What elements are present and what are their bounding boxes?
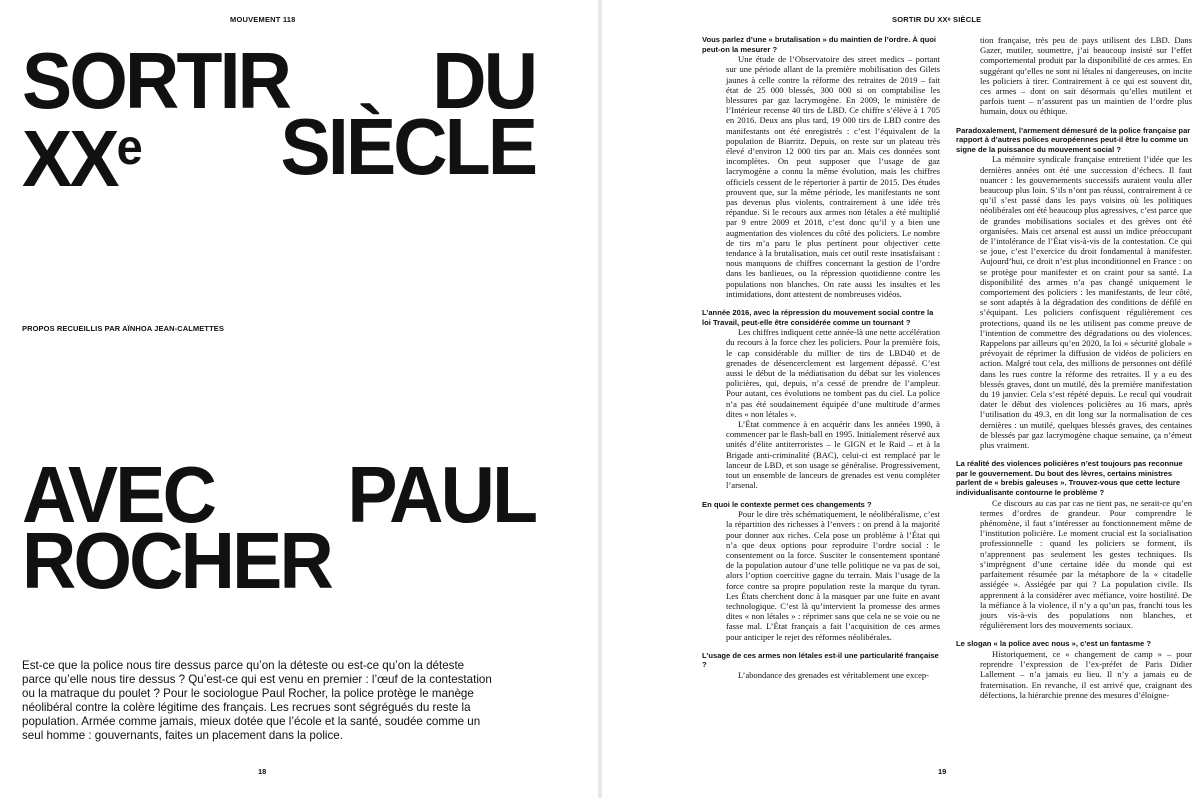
interview-question: Le slogan « la police avec nous », c’est un fantasme ? bbox=[956, 639, 1151, 649]
right-page bbox=[602, 0, 1200, 798]
headline-word: DU bbox=[432, 36, 536, 125]
interview-answer: Une étude de l’Observatoire des street medics – portant sur une période allant de la première mobilisation des Gilets jaunes à celle contre la réforme des retraites de 2019 – fait état de 25 000 blessés, 300 000 si on comptabilise les blessures par gaz lacrymogène. En 2009, le ministère de l’Intérieur recense 40 tirs de LBD. Ce chiffre s’élève à 1 705 en 2016. Deux ans plus tard, 19 000 tirs de LBD contre des manifestants ont été enregistrés : c’est l’équivalent de la population de Biarritz. Depuis, on reste sur un plateau très élevé d’environ 12 000 tirs par an. Mais ces données sont incomplètes. On peut supposer que l’usage de gaz lacrymogène a connu la même évolution, mais les chiffres officiels cessent de le répertorier à partir de 2015. Des études prouvent que, sur la même période, les manifestants ne sont pas devenus plus violents, contrairement à une idée très répandue. Si le recours aux armes non létales a été multiplié par 9 entre 2009 et 2018, c’est donc qu’il y a bien une augmentation des violences du côté des policiers. Le nombre de tirs m’a paru le plus pertinent pour objectiver cette tendance à la brutalisation, mais cet outil reste insatisfaisant : nous manquons de chiffres concernant la gestion de l’ordre dans les banlieues, ou la répression quotidienne contre les populations non blanches. On rate aussi les insultes et les intimidations, dont attestent de nombreuses vidéos. bbox=[726, 54, 940, 299]
headline-line-2 bbox=[22, 102, 536, 203]
interview-answer: La mémoire syndicale française entretient l’idée que les dernières années ont été une succession d’échecs. Il faut nuancer : les gouvernements successifs auraient voulu aller beaucoup plus loin. S’ils n’ont pas réussi, contrairement à ce qu’il s’est passé dans les pays voisins où les politiques néolibérales ont été beaucoup plus agressives, c’est parce que de grandes mobilisations sociales et des grèves ont été organisées. Mais cet arsenal est aussi un indice préoccupant de l’intolérance de l’État vis-à-vis de la contestation. Ce qui se joue, c’est l’exercice du droit fondamental à manifester. Aujourd’hui, ce droit n’est plus inconditionnel en France : on se protège pour manifester et on craint pour sa santé. La disponibilité des armes n’a pas changé uniquement le comportement des policiers : les manifestants, de leur côté, se sont adaptés à la dégradation des conditions de défilé en s’équipant. Les policiers confisquent régulièrement ces protections, quand ils ne les utilisent pas comme preuve de l’intention de commettre des dégradations ou des violences. Rappelons par ailleurs qu’en 2020, la loi « sécurité globale » prévoyait de réprimer la diffusion de vidéos de policiers en action. Malgré tout cela, des millions de personnes ont défilé dans les rues contre la réforme des retraites. Il y a eu des blessés graves, dont un mutilé, dès la première manifestation du 19 janvier. Cela s’est répété depuis. Le recul qui voudrait dater le début des violences policières au 16 mars, après l’utilisation du 49.3, en dit long sur la normalisation de ces dernières : un mutilé, quelques blessés graves, des centaines de blessés par gaz lacrymogène chaque semaine, ça n’émeut plus vraiment. bbox=[980, 154, 1192, 451]
interview-question: La réalité des violences policières n’est toujours pas reconnue par le gouvernement. Du bout des lèvres, certains ministres parlent de « brebis galeuses ». Trouvez-vous que cette lecture individualisante contourne le problème ? bbox=[956, 459, 1183, 498]
interview-question: L’usage de ces armes non létales est-il une particularité française ? bbox=[702, 650, 939, 670]
text-column-left bbox=[702, 35, 940, 680]
headline-word bbox=[22, 114, 141, 203]
headline-century: XX bbox=[22, 114, 117, 203]
interview-question: En quoi le contexte permet ces changements ? bbox=[702, 499, 872, 509]
interview-answer: Ce discours au cas par cas ne tient pas, ne serait-ce qu’en termes d’ordres de grandeur. Pour comprendre le phénomène, il faut s’intéresser au fonctionnement même de l’institution policière. Le moment crucial est la socialisation professionnelle : quand les policiers se forment, ils n’apprennent pas seulement les gestes techniques. Ils s’imprègnent d’une certaine idée du monde qui est parfaitement résumée par la métaphore de la « citadelle assiégée ». Assiégée par qui ? La population civile. Ils apprennent à la considérer avec méfiance, voire hostilité. De la méfiance à la violence, il n’y a qu’un pas, franchi tous les jours vis-à-vis des populations non blanches, et régulièrement lors des mouvements sociaux. bbox=[980, 497, 1192, 631]
headline-word: AVEC bbox=[22, 450, 215, 539]
byline: PROPOS RECUEILLIS PAR AÏNHOA JEAN-CALMETTES bbox=[22, 324, 224, 333]
left-page bbox=[0, 0, 598, 798]
headline-word: ROCHER bbox=[22, 516, 331, 605]
headline-bottom bbox=[22, 450, 536, 605]
interview-answer: L’abondance des grenades est véritablement une excep- bbox=[738, 669, 930, 680]
headline-word: PAUL bbox=[347, 450, 536, 539]
interview-answer: Historiquement, ce « changement de camp » – pour reprendre l’expression de l’ex-préfet de Paris Didier Lallement – n’a jamais eu lieu. Il n’y a jamais eu de fraternisation. En revanche, il est arrivé que, craignant des défections, la hiérarchie prenne des mesures d’éloigne- bbox=[980, 648, 1192, 700]
lead-paragraph: Est-ce que la police nous tire dessus parce qu’on la déteste ou est-ce qu’on la déteste parce qu’elle nous tire dessus ? Qu’est-ce qui est venu en premier : l’œuf de la contestation ou la matraque du poulet ? Pour le sociologue Paul Rocher, la police protège le manège néolibéral contre la colère légitime des français. Les recrues sont ségrégués du reste la population. Armée comme jamais, mieux dotée que l’école et la santé, soudée comme un seul homme : gouvernants, faites un placement dans la police. bbox=[22, 659, 492, 742]
interview-answer: tion française, très peu de pays utilisent des LBD. Dans Gazer, mutiler, soumettre, j’ai beaucoup insisté sur l’effet comportemental produit par la disponibilité de ces armes. En suggérant qu’elles ne sont ni létales ni dangereuses, on incite les policiers à tirer. Contrairement à ce qui est souvent dit, ces armes – dont on sait désormais qu’elles mutilent et parfois tuent – n’assurent pas un maintien de l’ordre plus humain, doux ou éthique. bbox=[980, 35, 1192, 117]
page-number: 19 bbox=[938, 767, 947, 776]
interview-answer: Les chiffres indiquent cette année-là une nette accélération du recours à la force chez les policiers. Pour la première fois, le cap considérable du millier de tirs de LBD40 et de grenades de désencerclement est largement dépassé. C’est aussi le début de la médiatisation du débat sur les violences policières, qui, depuis, n’a cessé de prendre de l’ampleur. Pour autant, ces évolutions ne tombent pas du ciel. La police n’a pas été soudainement équipée d’une multitude d’armes dites « non létales ». bbox=[726, 327, 940, 419]
interview-question: Paradoxalement, l’armement démesuré de la police française par rapport à d’autres polices européennes peut-il être lu comme un signe de la puissance du mouvement social ? bbox=[956, 125, 1191, 154]
headline-word: SIÈCLE bbox=[280, 102, 536, 191]
page-number: 18 bbox=[258, 767, 267, 776]
interview-answer: L’État commence à en acquérir dans les années 1990, à commencer par le flash-ball en 1995. Initialement réservé aux unités d’élite antiterroristes – le GIGN et le Raid – et à la Brigade anti-criminalité (BAC), celui-ci est remplacé par le lanceur de LBD, et son usage se généralise. Progressivement, tout un ensemble de lanceurs de grenades est venu compléter l’arsenal. bbox=[726, 419, 940, 491]
interview-question: L’année 2016, avec la répression du mouvement social contre la loi Travail, peut-elle être considérée comme un tournant ? bbox=[702, 308, 934, 327]
text-column-right bbox=[956, 35, 1192, 700]
running-head: SORTIR DU XXᵉ SIÈCLE bbox=[892, 15, 982, 24]
running-head: MOUVEMENT 118 bbox=[230, 15, 296, 24]
headline-word: SORTIR bbox=[22, 36, 290, 125]
headline-top bbox=[22, 36, 536, 203]
interview-answer: Pour le dire très schématiquement, le néolibéralisme, c’est la répartition des richesses à l’envers : on prend à la majorité pour donner aux riches. Cela pose un problème à l’État qui n’a que deux options pour reproduire l’ordre social : le consentement ou la force. Susciter le consentement spontané de la population autour d’une telle politique ne va pas de soi, alors l’option coercitive gagne du terrain. Mais l’usage de la force contre sa propre population reste la marque du tyran. Les États cherchent donc à la masquer par une fuite en avant technologique. C’est là qu’intervient la promesse des armes dites « non létales » : réprimer sans que cela ne se voie ou ne fasse mal. L’État français a fait l’acquisition de ces armes pour anticiper le rejet des réformes néolibérales. bbox=[726, 509, 940, 642]
headline-superscript: e bbox=[116, 119, 141, 175]
interview-question: Vous parlez d’une « brutalisation » du maintien de l’ordre. À quoi peut-on la mesurer ? bbox=[702, 35, 937, 54]
